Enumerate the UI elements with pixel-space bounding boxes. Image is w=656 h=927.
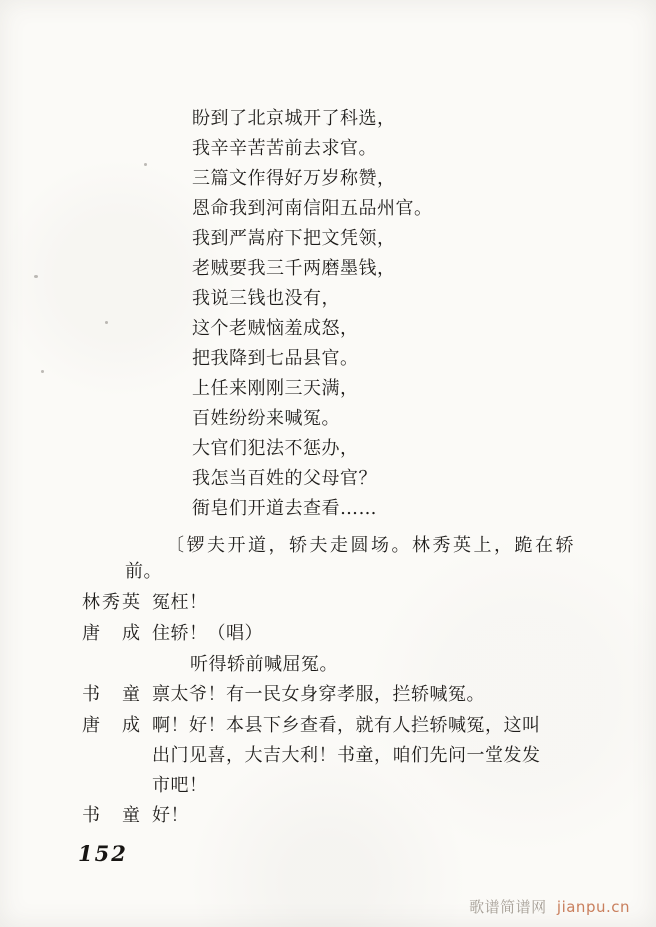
dialogue-row <box>0 711 656 741</box>
scan-speck <box>41 370 44 373</box>
dialogue-row <box>0 741 656 771</box>
speaker-name: 唐成 <box>82 623 140 644</box>
speaker-name: 唐成 <box>82 715 140 736</box>
dialogue-text: 住轿！（唱） <box>152 623 263 644</box>
dialogue-text: 出门见喜，大吉大利！书童，咱们先问一堂发发 <box>152 745 541 766</box>
dialogue-row <box>0 650 656 680</box>
verse-line: 衙皂们开道去查看…… <box>192 498 377 519</box>
dialogue-text: 啊！好！本县下乡查看，就有人拦轿喊冤，这叫 <box>152 715 541 736</box>
scan-speck <box>34 275 38 278</box>
verse-line: 这个老贼恼羞成怒， <box>192 318 359 339</box>
verse-line: 百姓纷纷来喊冤。 <box>192 408 340 429</box>
verse-line: 恩命我到河南信阳五品州官。 <box>192 198 433 219</box>
dialogue-text: 禀太爷！有一民女身穿孝服，拦轿喊冤。 <box>152 684 485 705</box>
page-number: 152 <box>78 841 128 866</box>
dialogue-text: 好！ <box>152 805 189 826</box>
dialogue-row <box>0 801 656 831</box>
verse-line: 我辛辛苦苦前去求官。 <box>192 138 377 159</box>
verse-line: 把我降到七品县官。 <box>192 348 359 369</box>
watermark-site-name: 歌谱简谱网 <box>469 898 547 916</box>
watermark <box>469 896 630 917</box>
verse-line: 我说三钱也没有， <box>192 288 340 309</box>
verse-block <box>192 104 433 524</box>
scan-speck <box>144 163 147 166</box>
dialogue-row <box>0 771 656 801</box>
dialogue-row <box>0 619 656 649</box>
dialogue-row <box>0 588 656 618</box>
speaker-name: 林秀英 <box>82 592 140 613</box>
scan-speck <box>231 628 233 630</box>
verse-line: 老贼要我三千两磨墨钱， <box>192 258 396 279</box>
speaker-name: 书童 <box>82 805 140 826</box>
verse-line: 大官们犯法不惩办， <box>192 438 359 459</box>
dialogue-row <box>0 680 656 710</box>
verse-line: 我怎当百姓的父母官？ <box>192 468 377 489</box>
dialogue-text: 冤枉！ <box>152 592 208 613</box>
verse-line: 我到严嵩府下把文凭领， <box>192 228 396 249</box>
stage-direction-line: 〔锣夫开道，轿夫走圆场。林秀英上，跪在轿 <box>166 535 576 556</box>
scan-speck <box>105 321 108 324</box>
verse-line: 三篇文作得好万岁称赞， <box>192 168 396 189</box>
sung-line: 听得轿前喊屈冤。 <box>190 654 338 675</box>
speaker-name: 书童 <box>82 684 140 705</box>
verse-line: 上任来刚刚三天满， <box>192 378 359 399</box>
verse-line: 盼到了北京城开了科选， <box>192 108 396 129</box>
watermark-url: jianpu.cn <box>556 898 630 916</box>
stage-direction-line: 前。 <box>125 561 162 582</box>
dialogue-text: 市吧！ <box>152 775 208 796</box>
